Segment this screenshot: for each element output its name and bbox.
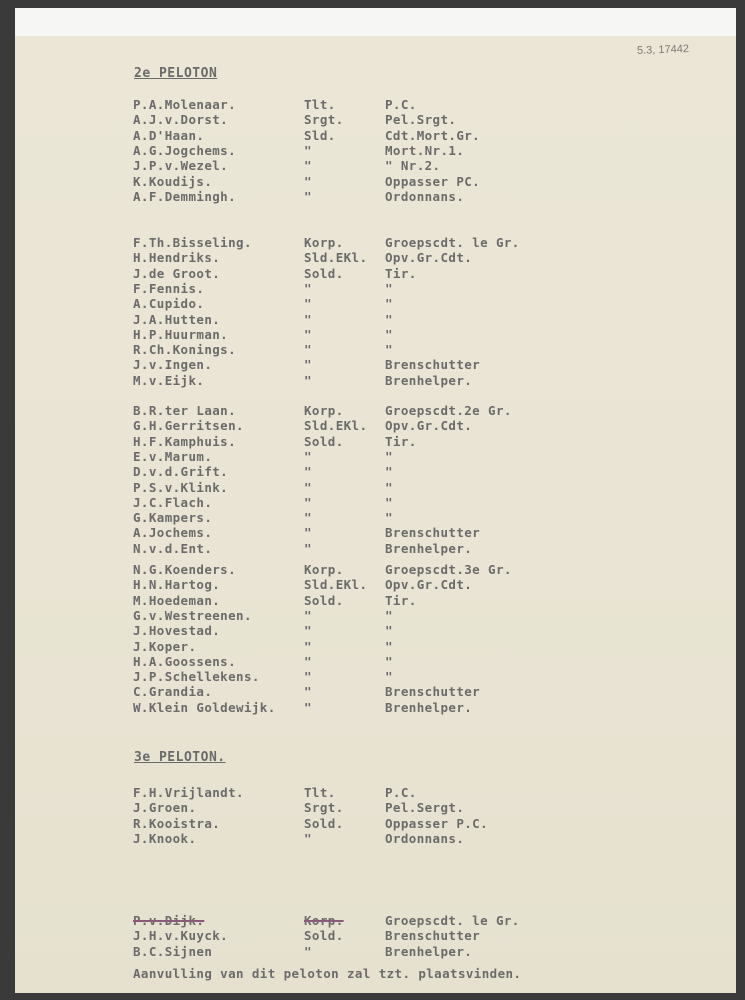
document-sheet	[15, 8, 736, 993]
person-function: "	[385, 669, 393, 685]
person-name: H.Hendriks.	[133, 250, 221, 266]
person-function: Tir.	[385, 265, 417, 281]
person-rank: Korp.	[304, 403, 344, 418]
person-function: Brenhelper.	[385, 372, 473, 388]
person-rank: "	[304, 684, 312, 700]
person-function: "	[385, 653, 393, 669]
scan-margin	[15, 8, 736, 36]
person-function: "	[385, 280, 393, 296]
person-rank: "	[304, 158, 312, 174]
person-name: J.A.Hutten.	[133, 311, 221, 327]
person-rank: Tlt.	[304, 785, 336, 800]
person-name: G.Kampers.	[133, 510, 213, 526]
person-rank: "	[304, 448, 312, 464]
person-rank: "	[304, 699, 312, 715]
person-function: Oppasser P.C.	[385, 815, 489, 831]
person-name: N.v.d.Ent.	[133, 540, 213, 556]
person-function: Tir.	[385, 592, 417, 608]
person-function: "	[385, 311, 393, 327]
person-name: A.J.v.Dorst.	[133, 112, 229, 128]
person-name: F.Th.Bisseling.	[133, 235, 252, 250]
person-function: "	[385, 342, 393, 358]
person-rank: "	[304, 638, 312, 654]
person-rank: Sold.	[304, 928, 344, 944]
person-name: N.G.Koenders.	[133, 562, 237, 577]
person-function: P.C.	[385, 785, 417, 800]
person-name: J.P.v.Wezel.	[133, 158, 229, 174]
person-name: J.H.v.Kuyck.	[133, 928, 229, 944]
person-function: Groepscdt.2e Gr.	[385, 403, 512, 418]
archive-note: 5.3, 17442	[636, 43, 690, 57]
person-function: Brenschutter	[385, 525, 481, 541]
person-rank: "	[304, 464, 312, 480]
person-rank: "	[304, 669, 312, 685]
person-function: Mort.Nr.1.	[385, 142, 465, 158]
person-function: Opv.Gr.Cdt.	[385, 577, 473, 593]
person-name: D.v.d.Grift.	[133, 464, 229, 480]
person-function: Brenhelper.	[385, 943, 473, 959]
person-function: Pel.Srgt.	[385, 112, 457, 128]
person-name: P.v.Dijk.	[133, 913, 205, 928]
person-name: K.Koudijs.	[133, 173, 213, 189]
person-name: P.A.Molenaar.	[133, 97, 237, 112]
person-rank: "	[304, 653, 312, 669]
person-name: E.v.Marum.	[133, 448, 213, 464]
person-name: F.Fennis.	[133, 280, 205, 296]
person-name: J.Groen.	[133, 800, 197, 816]
person-name: P.S.v.Klink.	[133, 479, 229, 495]
person-rank: Srgt.	[304, 800, 344, 816]
person-name: J.v.Ingen.	[133, 357, 213, 373]
person-name: J.Knook.	[133, 830, 197, 846]
person-function: P.C.	[385, 97, 417, 112]
person-rank: "	[304, 357, 312, 373]
person-name: A.Jochems.	[133, 525, 213, 541]
person-name: J.Koper.	[133, 638, 197, 654]
person-function: Tir.	[385, 433, 417, 449]
person-rank: Sld.EKl.	[304, 577, 368, 593]
person-function: "	[385, 623, 393, 639]
person-name: J.de Groot.	[133, 265, 221, 281]
person-function: Brenhelper.	[385, 540, 473, 556]
person-name: J.P.Schellekens.	[133, 669, 260, 685]
person-rank: "	[304, 296, 312, 312]
person-rank: "	[304, 525, 312, 541]
person-name: W.Klein Goldewijk.	[133, 699, 276, 715]
person-name: M.v.Eijk.	[133, 372, 205, 388]
person-function: "	[385, 607, 393, 623]
person-name: C.Grandia.	[133, 684, 213, 700]
person-name: M.Hoedeman.	[133, 592, 221, 608]
person-rank: Sold.	[304, 433, 344, 449]
person-function: "	[385, 510, 393, 526]
person-function: Brenschutter	[385, 357, 481, 373]
person-rank: Korp.	[304, 913, 344, 928]
person-name: R.Ch.Konings.	[133, 342, 237, 358]
person-rank: "	[304, 326, 312, 342]
person-function: Groepscdt.3e Gr.	[385, 562, 512, 577]
person-rank: "	[304, 142, 312, 158]
person-name: R.Kooistra.	[133, 815, 221, 831]
person-function: " Nr.2.	[385, 158, 441, 174]
person-rank: "	[304, 372, 312, 388]
person-rank: Sold.	[304, 815, 344, 831]
person-function: Opv.Gr.Cdt.	[385, 250, 473, 266]
person-function: Cdt.Mort.Gr.	[385, 127, 481, 143]
person-function: Ordonnans.	[385, 830, 465, 846]
person-rank: "	[304, 510, 312, 526]
person-rank: "	[304, 173, 312, 189]
person-function: "	[385, 296, 393, 312]
person-rank: "	[304, 188, 312, 204]
person-function: "	[385, 448, 393, 464]
person-rank: Sld.EKl.	[304, 250, 368, 266]
person-function: "	[385, 326, 393, 342]
person-name: H.F.Kamphuis.	[133, 433, 237, 449]
section-heading: 3e PELOTON.	[134, 750, 226, 765]
person-name: F.H.Vrijlandt.	[133, 785, 244, 800]
paper	[15, 36, 736, 993]
person-function: "	[385, 494, 393, 510]
person-name: H.P.Huurman.	[133, 326, 229, 342]
person-name: A.Cupido.	[133, 296, 205, 312]
person-rank: Korp.	[304, 562, 344, 577]
person-function: Opv.Gr.Cdt.	[385, 418, 473, 434]
person-function: Brenschutter	[385, 684, 481, 700]
person-rank: Sld.EKl.	[304, 418, 368, 434]
person-name: B.R.ter Laan.	[133, 403, 237, 418]
closing-note: Aanvulling van dit peloton zal tzt. plaatsvinden.	[133, 966, 522, 981]
person-rank: Korp.	[304, 235, 344, 250]
person-name: H.N.Hartog.	[133, 577, 221, 593]
person-function: "	[385, 638, 393, 654]
person-function: Groepscdt. le Gr.	[385, 235, 520, 250]
person-rank: Sld.	[304, 127, 336, 143]
person-function: Brenhelper.	[385, 699, 473, 715]
person-rank: "	[304, 943, 312, 959]
person-rank: "	[304, 311, 312, 327]
person-rank: Sold.	[304, 265, 344, 281]
person-name: A.D'Haan.	[133, 127, 205, 143]
person-rank: "	[304, 479, 312, 495]
person-name: A.G.Jogchems.	[133, 142, 237, 158]
person-function: Brenschutter	[385, 928, 481, 944]
section-heading: 2e PELOTON	[134, 66, 218, 81]
person-rank: "	[304, 830, 312, 846]
person-rank: Sold.	[304, 592, 344, 608]
person-rank: "	[304, 623, 312, 639]
person-function: Groepscdt. le Gr.	[385, 913, 520, 928]
person-rank: Tlt.	[304, 97, 336, 112]
person-function: Ordonnans.	[385, 188, 465, 204]
person-rank: "	[304, 540, 312, 556]
person-function: Oppasser PC.	[385, 173, 481, 189]
person-name: G.H.Gerritsen.	[133, 418, 244, 434]
person-rank: "	[304, 280, 312, 296]
person-name: J.Hovestad.	[133, 623, 221, 639]
person-name: H.A.Goossens.	[133, 653, 237, 669]
person-function: Pel.Sergt.	[385, 800, 465, 816]
person-rank: Srgt.	[304, 112, 344, 128]
person-function: "	[385, 464, 393, 480]
person-name: A.F.Demmingh.	[133, 188, 237, 204]
person-rank: "	[304, 342, 312, 358]
person-rank: "	[304, 494, 312, 510]
person-rank: "	[304, 607, 312, 623]
person-name: J.C.Flach.	[133, 494, 213, 510]
person-name: G.v.Westreenen.	[133, 607, 252, 623]
person-function: "	[385, 479, 393, 495]
person-name: B.C.Sijnen	[133, 943, 213, 959]
